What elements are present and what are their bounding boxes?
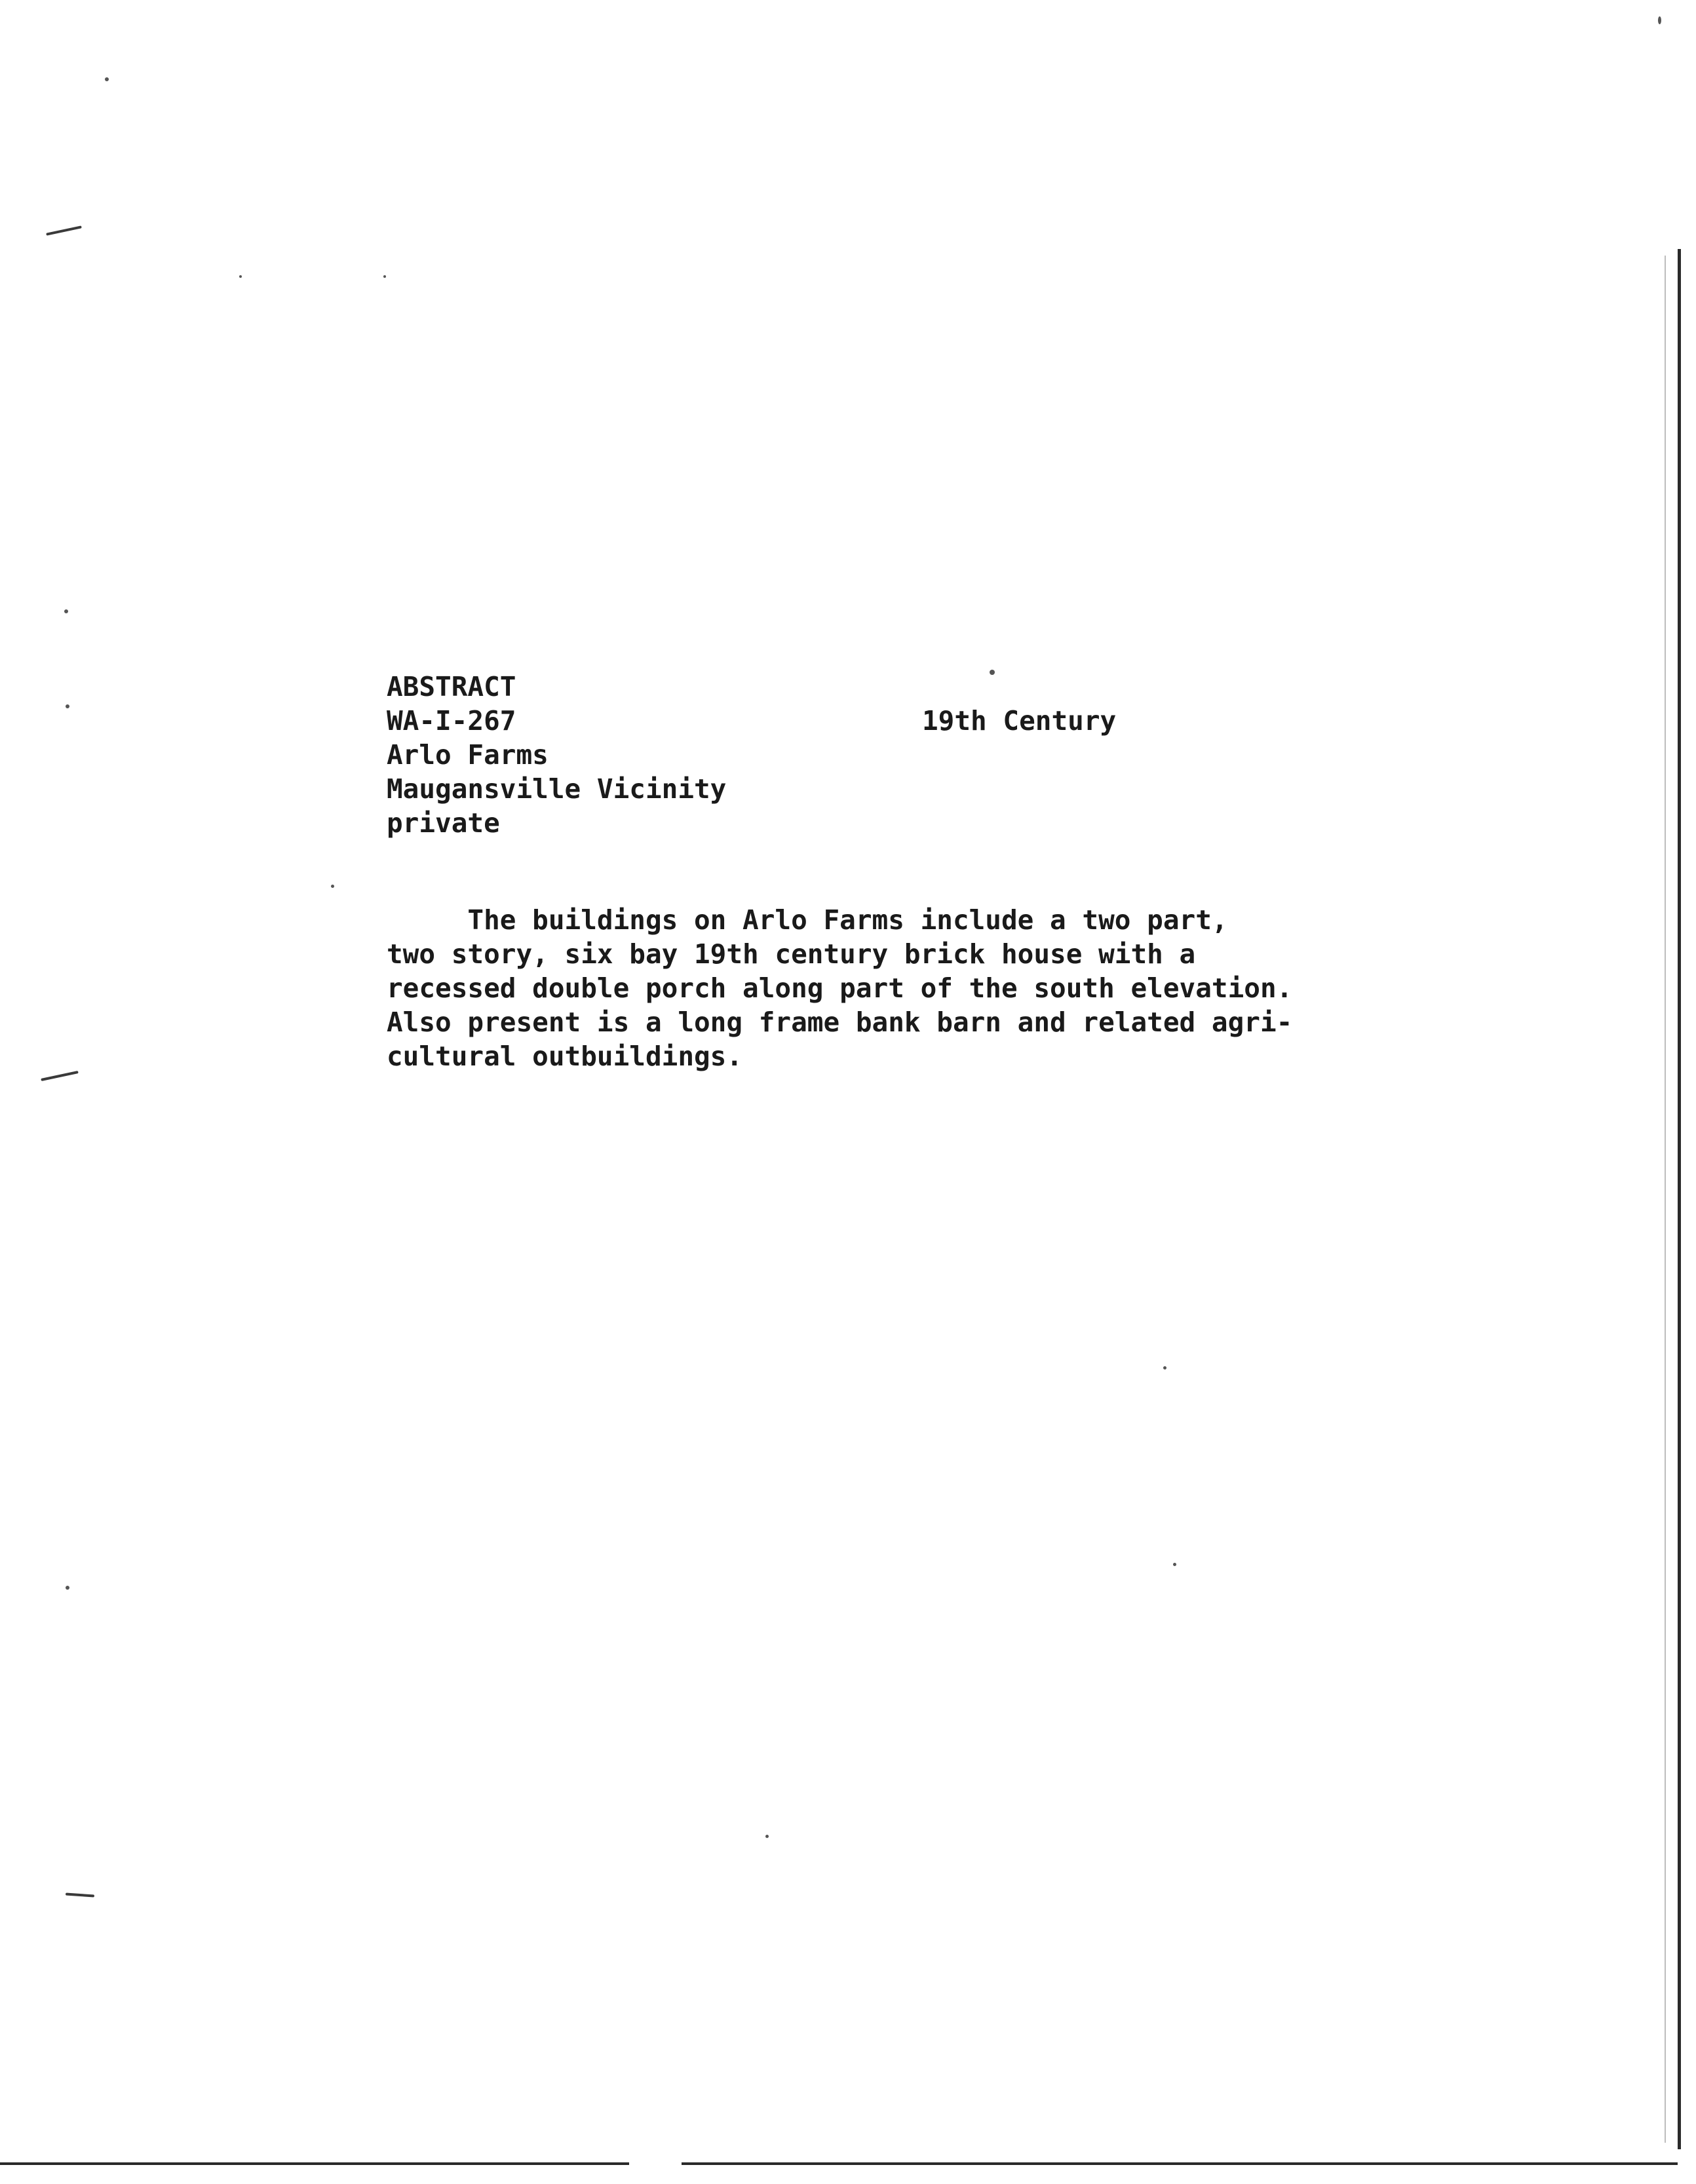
property-name: Arlo Farms bbox=[387, 739, 549, 771]
scan-speck bbox=[1658, 16, 1661, 24]
scan-edge-line bbox=[1665, 256, 1666, 2143]
scan-mark bbox=[41, 1071, 79, 1081]
scan-speck bbox=[765, 1835, 769, 1838]
inventory-number: WA-I-267 bbox=[387, 705, 516, 737]
scan-speck bbox=[105, 77, 109, 81]
scan-speck bbox=[66, 1586, 69, 1590]
paragraph-line: Also present is a long frame bank barn and related agri- bbox=[387, 1006, 1293, 1038]
scan-edge-line bbox=[1678, 249, 1681, 2149]
paragraph-line: cultural outbuildings. bbox=[387, 1041, 743, 1072]
abstract-paragraph bbox=[387, 903, 1330, 1073]
ownership: private bbox=[387, 807, 500, 839]
scan-speck bbox=[1173, 1563, 1176, 1566]
record-header bbox=[387, 670, 726, 840]
paragraph-line: recessed double porch along part of the south elevation. bbox=[387, 972, 1293, 1004]
scan-speck bbox=[66, 704, 69, 708]
scan-speck bbox=[1163, 1366, 1166, 1370]
doc-type-label: ABSTRACT bbox=[387, 671, 516, 702]
scan-mark bbox=[46, 225, 82, 235]
paragraph-line: The buildings on Arlo Farms include a two part, bbox=[387, 904, 1228, 936]
scan-speck bbox=[64, 609, 68, 613]
scan-bottom-gap bbox=[629, 2161, 682, 2166]
location: Maugansville Vicinity bbox=[387, 773, 727, 805]
paragraph-line: two story, six bay 19th century brick house with a bbox=[387, 938, 1196, 970]
scan-speck bbox=[239, 275, 242, 278]
scan-speck bbox=[990, 670, 995, 675]
scan-bottom-line bbox=[0, 2162, 1678, 2165]
scan-speck bbox=[331, 885, 334, 888]
scan-mark bbox=[66, 1892, 94, 1897]
scan-speck bbox=[383, 275, 386, 278]
period-label: 19th Century bbox=[922, 705, 1117, 737]
